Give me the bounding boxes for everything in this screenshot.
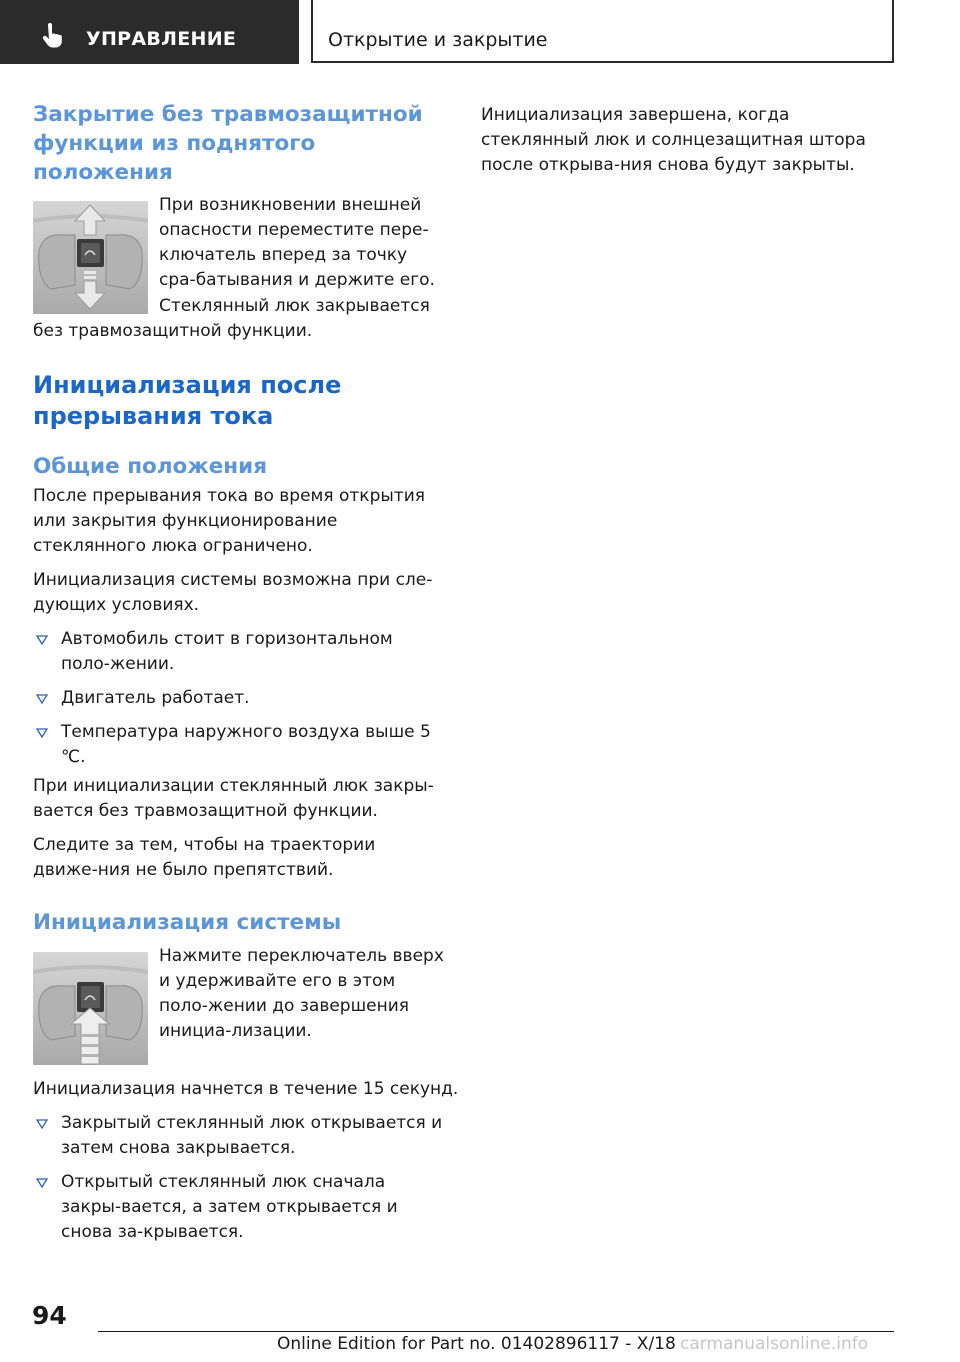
system-init-side-text — [159, 944, 449, 1044]
system-init-text-1: Нажмите переключатель вверх и удерживайте его в этом поло-жении до завершения инициа-лизации. — [159, 946, 444, 1041]
general-paragraph-3: При инициализации стеклянный люк закры-вается без травмозащитной функции. — [33, 776, 434, 821]
footer-edition: Online Edition for Part no. 01402896117 - X/18 — [277, 1334, 676, 1354]
general-paragraph-2: Инициализация системы возможна при сле-дующих условиях. — [33, 570, 433, 615]
sequence-list — [33, 1111, 445, 1245]
left-column — [33, 100, 459, 1245]
general-paragraph-1: После прерывания тока во время открытия или закрытия функционирование стеклянного люка ограничено. — [33, 486, 425, 556]
switch-forward-image — [33, 201, 148, 314]
footer-divider — [98, 1331, 894, 1332]
heading-system-init: Инициализация системы — [33, 910, 342, 935]
system-init-block — [33, 944, 445, 1066]
list-item: Двигатель работает. — [33, 686, 445, 711]
page-number: 94 — [32, 1301, 67, 1330]
triangle-bullet-icon — [36, 728, 48, 738]
footer-watermark[interactable]: carmanualsonline.info — [680, 1334, 869, 1354]
right-column — [481, 103, 901, 178]
no-pinch-block — [33, 193, 445, 319]
switch-up-image — [33, 952, 148, 1065]
heading-no-pinch: Закрытие без травмозащитной функции из поднятого положения — [33, 102, 423, 185]
no-pinch-text-1: При возникновении внешней опасности переместите пере-ключатель вперед за точку сра-батывания и держите его. — [159, 195, 435, 290]
heading-general: Общие положения — [33, 454, 268, 479]
triangle-bullet-icon — [36, 694, 48, 704]
init-complete-text: Инициализация завершена, когда стеклянный люк и солнцезащитная штора после открыва-ния снова будут закрыты. — [481, 105, 866, 175]
triangle-bullet-icon — [36, 635, 48, 645]
triangle-bullet-icon — [36, 1178, 48, 1188]
system-init-text-2: Инициализация начнется в течение 15 секунд. — [33, 1079, 459, 1099]
conditions-list — [33, 627, 445, 770]
section-title: УПРАВЛЕНИЕ — [86, 28, 237, 50]
hand-pointer-icon — [40, 23, 64, 49]
no-pinch-text-2: Стеклянный люк закрывается без травмозащитной функции. — [33, 296, 430, 341]
general-paragraph-4: Следите за тем, чтобы на траектории движе-ния не было препятствий. — [33, 835, 376, 880]
triangle-bullet-icon — [36, 1119, 48, 1129]
chapter-box — [311, 0, 894, 63]
section-tab — [0, 0, 299, 64]
page-header — [0, 0, 960, 66]
no-pinch-side-text — [159, 193, 449, 293]
list-item: Температура наружного воздуха выше 5 ℃. — [33, 720, 445, 770]
list-item: Автомобиль стоит в горизонтальном поло-жении. — [33, 627, 445, 677]
list-item: Открытый стеклянный люк сначала закры-вается, а затем открывается и снова за-крывается. — [33, 1170, 445, 1245]
heading-init-after-power: Инициализация после прерывания тока — [33, 371, 342, 430]
list-item: Закрытый стеклянный люк открывается и затем снова закрывается. — [33, 1111, 445, 1161]
chapter-title: Открытие и закрытие — [328, 29, 548, 51]
